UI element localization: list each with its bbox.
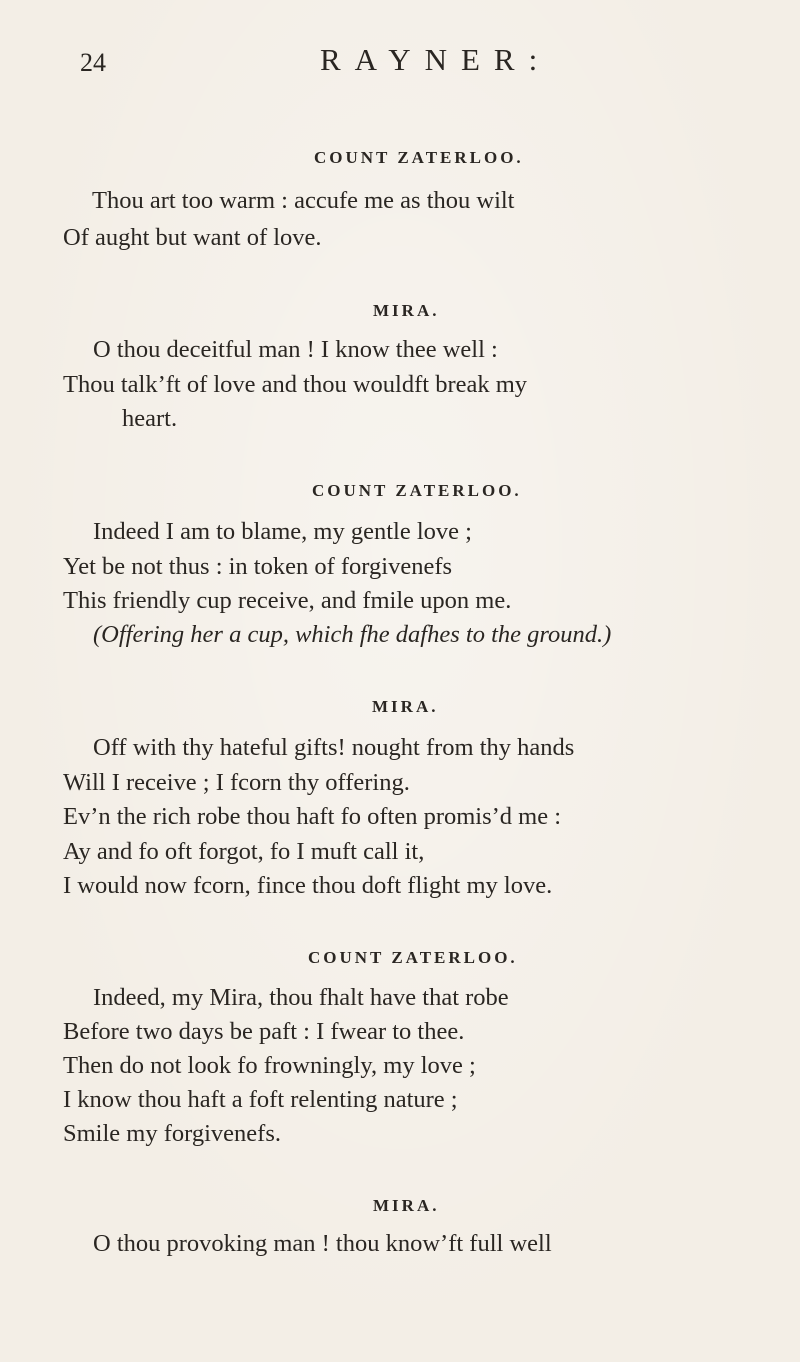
verse-line: Indeed I am to blame, my gentle love ; — [93, 518, 472, 545]
verse-line: I know thou haft a foft relenting nature ; — [63, 1086, 458, 1113]
verse-line: Off with thy hateful gifts! nought from thy hands — [93, 734, 575, 761]
running-head: RAYNER: — [320, 42, 552, 77]
verse-line: Thou talk’ft of love and thou wouldft break my — [63, 371, 528, 398]
verse-line: Yet be not thus : in token of forgivenefs — [63, 553, 453, 580]
verse-line: Before two days be paft : I fwear to thee. — [63, 1018, 465, 1045]
verse-line: Ev’n the rich robe thou haft fo often promis’d me : — [63, 803, 562, 830]
verse-line: I would now fcorn, fince thou doft flight my love. — [63, 872, 553, 899]
verse-line: O thou provoking man ! thou know’ft full well — [93, 1230, 552, 1257]
verse-line: Ay and fo oft forgot, fo I muft call it, — [63, 838, 425, 865]
stage-direction: (Offering her a cup, which fhe dafhes to the ground.) — [93, 621, 612, 648]
speaker-name: MIRA. — [372, 697, 439, 716]
verse-line: Will I receive ; I fcorn thy offering. — [63, 769, 410, 796]
verse-line: O thou deceitful man ! I know thee well : — [93, 336, 498, 363]
verse-line: heart. — [122, 405, 178, 432]
verse-line: Then do not look fo frowningly, my love ; — [63, 1052, 476, 1079]
speaker-name: COUNT ZATERLOO. — [314, 148, 524, 167]
page-header — [0, 42, 800, 92]
verse-line: Smile my forgivenefs. — [63, 1120, 281, 1147]
verse-line: Indeed, my Mira, thou fhalt have that robe — [93, 984, 509, 1011]
verse-line: This friendly cup receive, and fmile upon me. — [63, 587, 512, 614]
speaker-name: COUNT ZATERLOO. — [312, 481, 522, 500]
speaker-name: COUNT ZATERLOO. — [308, 948, 518, 967]
speaker-name: MIRA. — [373, 1196, 440, 1215]
verse-line: Thou art too warm : accufe me as thou wilt — [92, 187, 515, 214]
speaker-name: MIRA. — [373, 301, 440, 320]
verse-line: Of aught but want of love. — [63, 224, 322, 251]
page-number: 24 — [80, 48, 106, 77]
